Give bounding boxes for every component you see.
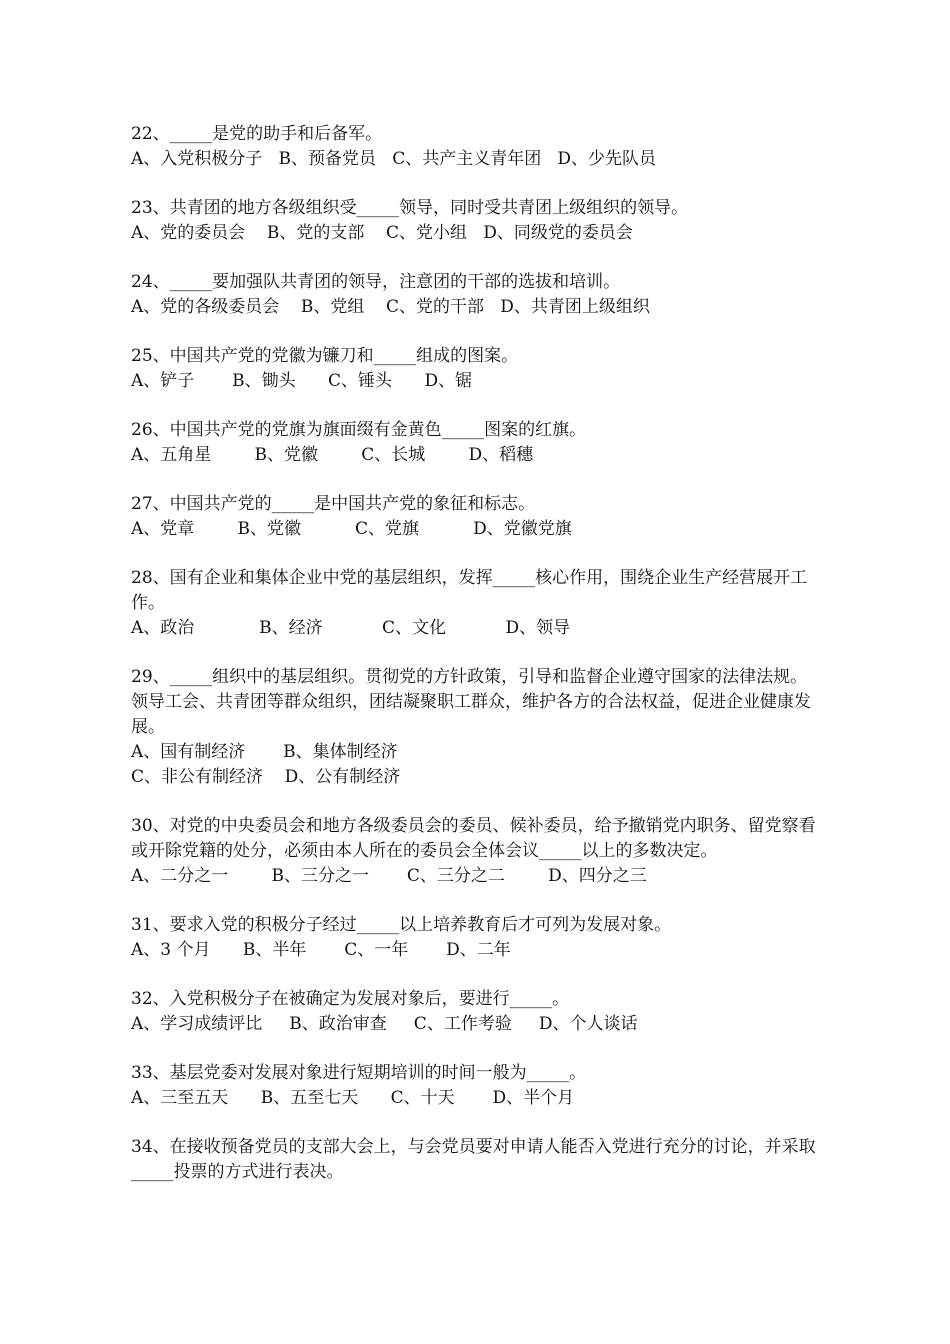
question-text: 27、中国共产党的_____是中国共产党的象征和标志。 (131, 494, 536, 514)
option-line: A、党的各级委员会 B、党组 C、党的干部 D、共青团上级组织 (131, 297, 650, 317)
question-text: 24、_____要加强队共青团的领导，注意团的干部的选拔和培训。 (131, 272, 621, 292)
question-text: 32、入党积极分子在被确定为发展对象后，要进行_____。 (131, 989, 570, 1009)
question-30 (131, 814, 821, 889)
option-list (131, 517, 821, 542)
option-line: A、国有制经济 B、集体制经济 (131, 742, 398, 762)
question-34 (131, 1135, 821, 1185)
question-31 (131, 913, 821, 963)
question-list (131, 122, 821, 1209)
question-23 (131, 196, 821, 246)
option-list (131, 616, 821, 641)
question-text: 29、_____组织中的基层组织。贯彻党的方针政策，引导和监督企业遵守国家的法律法规。领导工会、共青团等群众组织，团结凝聚职工群众，维护各方的合法权益，促进企业健康发展。 (131, 667, 811, 737)
option-line: A、政治 B、经济 C、文化 D、领导 (131, 618, 571, 638)
option-line: A、党章 B、党徽 C、党旗 D、党徽党旗 (131, 519, 572, 539)
option-line: A、三至五天 B、五至七天 C、十天 D、半个月 (131, 1088, 575, 1108)
question-24 (131, 270, 821, 320)
option-list (131, 443, 821, 468)
option-list (131, 864, 821, 889)
question-26 (131, 418, 821, 468)
question-text: 23、共青团的地方各级组织受_____领导，同时受共青团上级组织的领导。 (131, 198, 689, 218)
option-list (131, 295, 821, 320)
option-list (131, 369, 821, 394)
question-33 (131, 1061, 821, 1111)
option-list (131, 1086, 821, 1111)
question-27 (131, 492, 821, 542)
option-line: A、学习成绩评比 B、政治审查 C、工作考验 D、个人谈话 (131, 1014, 638, 1034)
option-line: C、非公有制经济 D、公有制经济 (131, 767, 401, 787)
option-line: A、党的委员会 B、党的支部 C、党小组 D、同级党的委员会 (131, 223, 633, 243)
question-text: 25、中国共产党的党徽为镰刀和_____组成的图案。 (131, 346, 519, 366)
question-25 (131, 344, 821, 394)
option-line: A、铲子 B、锄头 C、锤头 D、锯 (131, 371, 473, 391)
option-list (131, 147, 821, 172)
option-line: A、入党积极分子 B、预备党员 C、共产主义青年团 D、少先队员 (131, 149, 657, 169)
option-list (131, 221, 821, 246)
question-text: 33、基层党委对发展对象进行短期培训的时间一般为_____。 (131, 1063, 587, 1083)
question-text: 26、中国共产党的党旗为旗面缀有金黄色_____图案的红旗。 (131, 420, 587, 440)
question-22 (131, 122, 821, 172)
question-text: 30、对党的中央委员会和地方各级委员会的委员、候补委员，给予撤销党内职务、留党察看或开除党籍的处分，必须由本人所在的委员会全体会议_____以上的多数决定。 (131, 816, 816, 861)
question-28 (131, 566, 821, 641)
option-line: A、五角星 B、党徽 C、长城 D、稻穗 (131, 445, 534, 465)
question-text: 22、_____是党的助手和后备军。 (131, 124, 383, 144)
option-list (131, 938, 821, 963)
question-29 (131, 665, 821, 790)
question-32 (131, 987, 821, 1037)
option-line: A、3 个月 B、半年 C、一年 D、二年 (131, 940, 511, 960)
question-text: 34、在接收预备党员的支部大会上，与会党员要对申请人能否入党进行充分的讨论，并采取_____投票的方式进行表决。 (131, 1137, 816, 1182)
option-list (131, 740, 821, 790)
question-text: 28、国有企业和集体企业中党的基层组织，发挥_____核心作用，围绕企业生产经营展开工作。 (131, 568, 808, 613)
option-list (131, 1012, 821, 1037)
option-line: A、二分之一 B、三分之一 C、三分之二 D、四分之三 (131, 866, 647, 886)
question-text: 31、要求入党的积极分子经过_____以上培养教育后才可列为发展对象。 (131, 915, 672, 935)
